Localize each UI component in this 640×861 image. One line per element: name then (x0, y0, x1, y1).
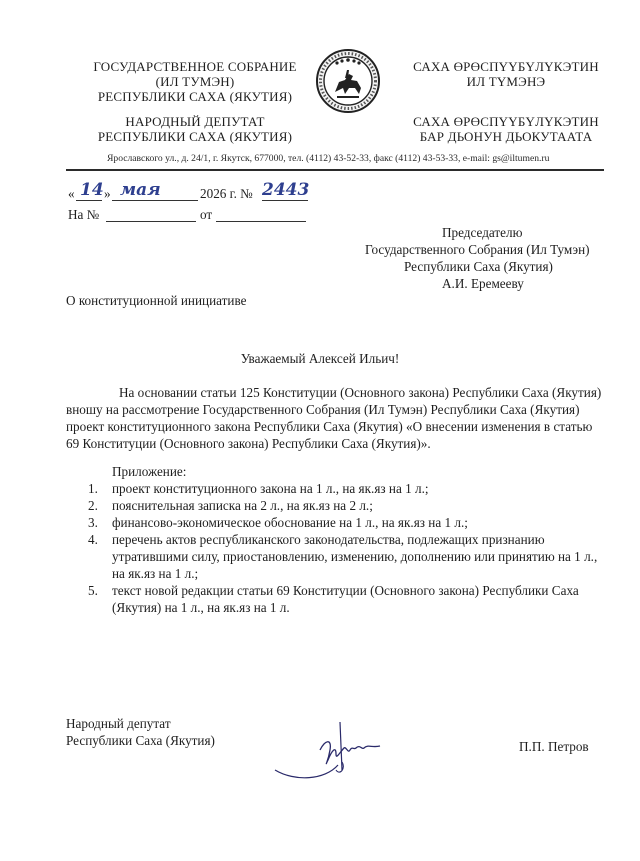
date-day: 14 (80, 180, 104, 200)
date-close-quote: » (104, 186, 111, 201)
org-line: ГОСУДАРСТВЕННОЕ СОБРАНИЕ (93, 59, 297, 74)
greeting: Уважаемый Алексей Ильич! (240, 351, 400, 366)
attachment-item: финансово-экономическое обоснование на 1 л., на як.яз на 1 л.; (112, 515, 468, 530)
org-line: РЕСПУБЛИКИ САХА (ЯКУТИЯ) (97, 89, 293, 104)
document-number: 2443 (262, 180, 310, 200)
month-underline (112, 200, 198, 201)
ref-label: На № (68, 207, 100, 222)
attachment-num: 2. (88, 498, 98, 513)
signer-title: Народный депутат (66, 716, 171, 731)
org-name-ru (70, 59, 320, 104)
signer-title: Республики Саха (Якутия) (66, 733, 215, 748)
paragraph-line: 69 Конституции (Основного закона) Республики Саха (Якутия)». (66, 436, 431, 451)
org-line: (ИЛ ТУМЭН) (155, 74, 235, 89)
deputy-line: БАР ДЬОНУН ДЬОКУТААТА (419, 129, 593, 144)
paragraph-line: На основании статьи 125 Конституции (Основного закона) Республики Саха (Якутия) (119, 385, 602, 400)
org-name-sakha (382, 59, 630, 89)
day-underline (76, 200, 102, 201)
deputy-line: РЕСПУБЛИКИ САХА (ЯКУТИЯ) (97, 129, 293, 144)
org-line: САХА ӨРӨСПҮҮБҮЛҮКЭТИН (413, 59, 599, 74)
ref-underline (106, 221, 196, 222)
paragraph-line: проект конституционного закона Республики Саха (Якутия) «О внесении изменения в статью (66, 419, 593, 434)
subject: О конституционной инициативе (66, 293, 247, 308)
addressee-line: Государственного Собрания (Ил Тумэн) (365, 242, 590, 257)
addressee-line: Председателю (442, 225, 523, 240)
attachment-item: утратившими силу, приостановлению, изменению, дополнению или принятию на 1 л., (112, 549, 598, 564)
attachment-num: 3. (88, 515, 98, 530)
attachment-num: 4. (88, 532, 98, 547)
signature-icon (270, 710, 420, 790)
addressee-line: А.И. Еремееву (442, 276, 524, 291)
date-open-quote: « (68, 186, 75, 201)
attachment-item: (Якутия) на 1 л., на як.яз на 1 л. (112, 600, 290, 615)
attachments-title: Приложение: (112, 464, 187, 479)
emblem-icon (315, 48, 381, 114)
attachment-item: проект конституционного закона на 1 л., на як.яз на 1 л.; (112, 481, 429, 496)
attachment-item: на як.яз на 1 л.; (112, 566, 199, 581)
attachment-num: 5. (88, 583, 98, 598)
date-year-text: 2026 г. № (200, 186, 253, 201)
deputy-title-ru (70, 114, 320, 144)
deputy-line: НАРОДНЫЙ ДЕПУТАТ (125, 114, 265, 129)
signer-name: П.П. Петров (519, 739, 589, 754)
header-divider (66, 169, 604, 171)
addressee-line: Республики Саха (Якутия) (404, 259, 553, 274)
deputy-title-sakha (382, 114, 630, 144)
attachment-item: перечень актов республиканского законодательства, подлежащих признанию (112, 532, 545, 547)
deputy-line: САХА ӨРӨСПҮҮБҮЛҮКЭТИН (413, 114, 599, 129)
attachment-item: пояснительная записка на 2 л., на як.яз на 2 л.; (112, 498, 373, 513)
paragraph-line: вношу на рассмотрение Государственного Собрания (Ил Тумэн) Республики Саха (Якутия) (66, 402, 580, 417)
from-underline (216, 221, 306, 222)
org-line: ИЛ ТҮМЭНЭ (466, 74, 546, 89)
from-label: от (200, 207, 213, 222)
contact-line: Ярославского ул., д. 24/1, г. Якутск, 677000, тел. (4112) 43-52-33, факс (4112) 43-53-33, e-mail: gs@iltumen.ru (107, 153, 550, 164)
date-month: мая (120, 180, 161, 200)
number-underline (262, 200, 308, 201)
attachment-num: 1. (88, 481, 98, 496)
attachment-item: текст новой редакции статьи 69 Конституции (Основного закона) Республики Саха (112, 583, 579, 598)
